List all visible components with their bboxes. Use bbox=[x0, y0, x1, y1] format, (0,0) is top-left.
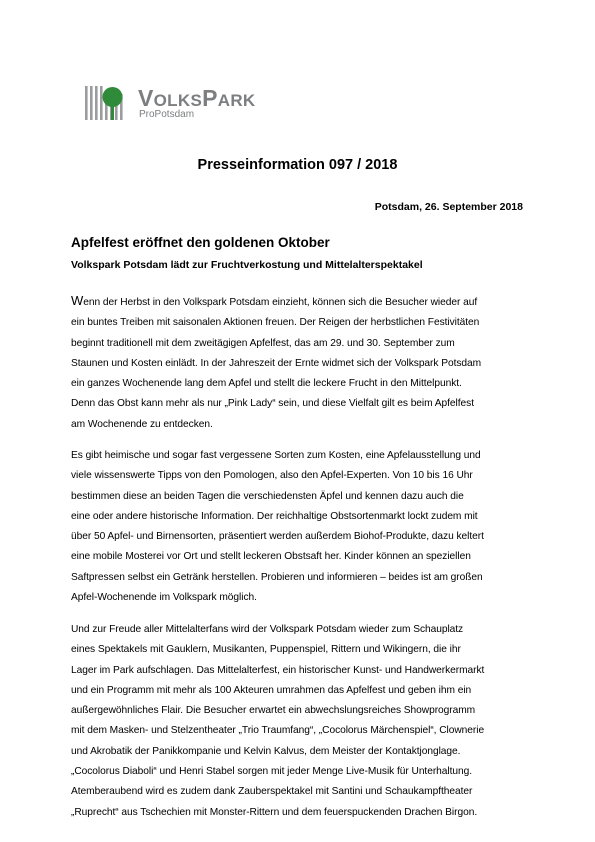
paragraph-line: Denn das Obst kann mehr als nur „Pink Lady“ sein, und diese Vielfalt gilt es beim Apfelfest bbox=[71, 398, 474, 410]
paragraph-3 bbox=[71, 620, 531, 823]
paragraph-line: eine mobile Mosterei vor Ort und stellt leckeren Obstsaft her. Kinder können an speziellen bbox=[71, 551, 471, 563]
paragraph-line: ein ganzes Wochenende lang dem Apfel und stellt die leckere Frucht in den Mittelpunkt. bbox=[71, 378, 462, 390]
paragraph-line: am Wochenende zu entdecken. bbox=[71, 418, 213, 430]
paragraph-line: eine oder andere historische Information. Der reichhaltige Obstsortenmarkt lockt zudem mit bbox=[71, 510, 478, 522]
volkspark-logo bbox=[84, 84, 274, 124]
paragraph-line: „Cocolorus Diaboli“ und Henri Stabel sorgen mit jeder Menge Live-Musik für Unterhaltung. bbox=[71, 766, 473, 778]
logo-subtitle: ProPotsdam bbox=[139, 109, 195, 120]
paragraph-line: Atemberaubend wird es zudem dank Zauberspektakel mit Santini und Schaukampftheater bbox=[71, 786, 473, 798]
paragraph-line: Es gibt heimische und sogar fast vergessene Sorten zum Kosten, eine Apfelausstellung und bbox=[71, 450, 481, 461]
paragraph-1 bbox=[71, 291, 531, 435]
press-release-title: Presseinformation 097 / 2018 bbox=[197, 157, 398, 173]
paragraph-line: Lager im Park aufschlagen. Das Mittelalterfest, ein historischer Kunst- und Handwerkermarkt bbox=[71, 664, 485, 676]
paragraph-line: eines Spektakels mit Gauklern, Musikanten, Puppenspiel, Rittern und Wikingern, die ihr bbox=[71, 644, 461, 656]
subheadline: Volkspark Potsdam lädt zur Fruchtverkostung und Mittelalterspektakel bbox=[71, 259, 423, 271]
paragraph-line: außergewöhnliches Flair. Die Besucher erwartet ein abwechslungsreiches Showprogramm bbox=[71, 705, 476, 717]
paragraph-line: und Akrobatik der Panikkompanie und Kelvin Kalvus, dem Meister der Kontaktjonglage. bbox=[71, 745, 461, 757]
paragraph-line: Und zur Freude aller Mittelalterfans wird der Volkspark Potsdam wieder zum Schauplatz bbox=[71, 624, 464, 635]
logo-wordmark: VOLKSPARK bbox=[138, 85, 256, 111]
paragraph-2 bbox=[71, 446, 531, 608]
paragraph-line: Saftpressen selbst ein Getränk herstellen. Probieren und informieren – beides ist am großen bbox=[71, 571, 483, 583]
drop-letter: W bbox=[71, 293, 84, 308]
paragraph-line: Apfel-Wochenende im Volkspark möglich. bbox=[71, 592, 257, 604]
headline: Apfelfest eröffnet den goldenen Oktober bbox=[71, 235, 330, 250]
paragraph-line: mit dem Masken- und Stelzentheater „Trio Traumfang“, „Cocolorus Märchenspiel“, Clownerie bbox=[71, 725, 485, 737]
paragraph-line: ein buntes Treiben mit saisonalen Aktionen freuen. Der Reigen der herbstlichen Festivitäten bbox=[71, 317, 480, 329]
paragraph-line: und ein Programm mit mehr als 100 Akteuren umrahmen das Apfelfest und geben ihm ein bbox=[71, 684, 472, 696]
paragraph-line: viele wissenswerte Tipps von den Pomologen, also den Apfel-Experten. Von 10 bis 16 Uhr bbox=[71, 470, 473, 482]
paragraph-line: über 50 Apfel- und Birnensorten, präsentiert werden außerdem Biohof-Produkte, dazu keltert bbox=[71, 531, 484, 543]
paragraph-line: bestimmen diese an beiden Tagen die verschiedensten Äpfel und kennen dazu auch die bbox=[71, 490, 464, 502]
paragraph-line: Staunen und Kosten einlädt. In der Jahreszeit der Ernte widmet sich der Volkspark Potsdam bbox=[71, 357, 482, 369]
dateline: Potsdam, 26. September 2018 bbox=[374, 201, 523, 213]
paragraph-line: „Ruprecht“ aus Tschechien mit Monster-Rittern und dem feuerspuckenden Drachen Birgon. bbox=[71, 806, 478, 818]
paragraph-line: Wenn der Herbst in den Volkspark Potsdam einzieht, können sich die Besucher wieder auf bbox=[71, 293, 478, 308]
volkspark-logo-icon bbox=[84, 84, 136, 124]
paragraph-line: beginnt traditionell mit dem zweitägigen Apfelfest, das am 29. und 30. September zum bbox=[71, 337, 455, 349]
